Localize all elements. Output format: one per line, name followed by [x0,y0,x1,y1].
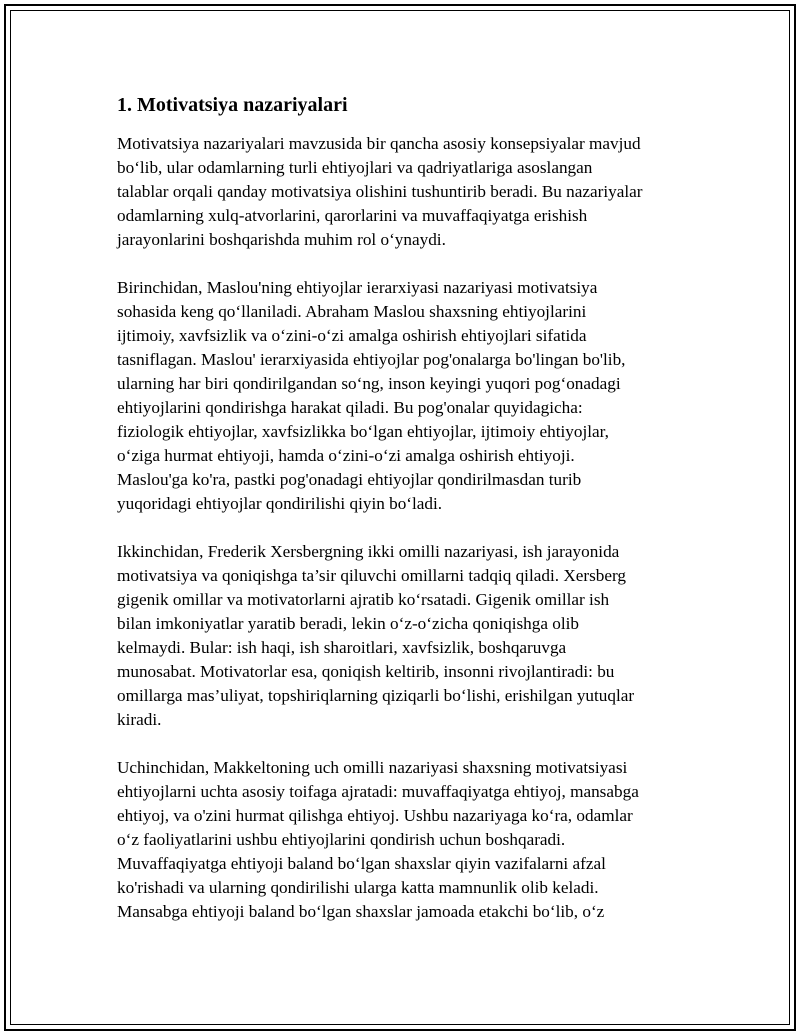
text-line: tasniflagan. Maslou' ierarxiyasida ehtiyojlar pog'onalarga bo'lingan bo'lib, [117,350,626,369]
text-line: Muvaffaqiyatga ehtiyoji baland bo‘lgan shaxslar qiyin vazifalarni afzal [117,854,606,873]
text-line: Ikkinchidan, Frederik Xersbergning ikki omilli nazariyasi, ish jarayonida [117,542,620,561]
document-body [117,92,692,948]
text-line: motivatsiya va qoniqishga ta’sir qiluvchi omillarni tadqiq qiladi. Xersberg [117,566,627,585]
text-line: o‘z faoliyatlarini ushbu ehtiyojlarini qondirish uchun boshqaradi. [117,830,566,849]
text-line: o‘ziga hurmat ehtiyoji, hamda o‘zini-o‘zi amalga oshirish ehtiyoji. [117,446,575,465]
text-line: ehtiyojlarni uchta asosiy toifaga ajratadi: muvaffaqiyatga ehtiyoj, mansabga [117,782,639,801]
text-line: ehtiyojlarini qondirishga harakat qiladi. Bu pog'onalar quyidagicha: [117,398,583,417]
text-line: bilan imkoniyatlar yaratib beradi, lekin o‘z-o‘zicha qoniqishga olib [117,614,580,633]
text-line: Uchinchidan, Makkeltoning uch omilli nazariyasi shaxsning motivatsiyasi [117,758,628,777]
text-line: omillarga mas’uliyat, topshiriqlarning qiziqarli bo‘lishi, erishilgan yutuqlar [117,686,635,705]
text-line: fiziologik ehtiyojlar, xavfsizlikka bo‘lgan ehtiyojlar, ijtimoiy ehtiyojlar, [117,422,609,441]
text-line: Maslou'ga ko'ra, pastki pog'onadagi ehtiyojlar qondirilmasdan turib [117,470,582,489]
text-line: ehtiyoj, va o'zini hurmat qilishga ehtiyoj. Ushbu nazariyaga ko‘ra, odamlar [117,806,633,825]
text-line: ko'rishadi va ularning qondirilishi ularga katta mamnunlik olib keladi. [117,878,599,897]
text-line: jarayonlarini boshqarishda muhim rol o‘ynaydi. [117,230,446,249]
section-heading: 1. Motivatsiya nazariyalari [117,94,348,116]
text-line: talablar orqali qanday motivatsiya olishini tushuntirib beradi. Bu nazariyalar [117,182,643,201]
text-line: ularning har biri qondirilgandan so‘ng, inson keyingi yuqori pog‘onadagi [117,374,621,393]
paragraph-mcclelland [117,756,692,924]
text-line: odamlarning xulq-atvorlarini, qarorlarini va muvaffaqiyatga erishish [117,206,588,225]
text-line: munosabat. Motivatorlar esa, qoniqish keltirib, insonni rivojlantiradi: bu [117,662,615,681]
text-line: gigenik omillar va motivatorlarni ajratib ko‘rsatadi. Gigenik omillar ish [117,590,610,609]
paragraph-herzberg [117,540,692,732]
text-line: Birinchidan, Maslou'ning ehtiyojlar ierarxiyasi nazariyasi motivatsiya [117,278,598,297]
text-line: kelmaydi. Bular: ish haqi, ish sharoitlari, xavfsizlik, boshqaruvga [117,638,567,657]
paragraph-maslow [117,276,692,516]
paragraph-intro [117,132,692,252]
text-line: ijtimoiy, xavfsizlik va o‘zini-o‘zi amalga oshirish ehtiyojlari sifatida [117,326,587,345]
text-line: Motivatsiya nazariyalari mavzusida bir qancha asosiy konsepsiyalar mavjud [117,134,641,153]
text-line: yuqoridagi ehtiyojlar qondirilishi qiyin bo‘ladi. [117,494,443,513]
text-line: sohasida keng qo‘llaniladi. Abraham Maslou shaxsning ehtiyojlarini [117,302,587,321]
text-line: bo‘lib, ular odamlarning turli ehtiyojlari va qadriyatlariga asoslangan [117,158,593,177]
text-line: kiradi. [117,710,162,729]
text-line: Mansabga ehtiyoji baland bo‘lgan shaxslar jamoada etakchi bo‘lib, o‘z [117,902,605,921]
